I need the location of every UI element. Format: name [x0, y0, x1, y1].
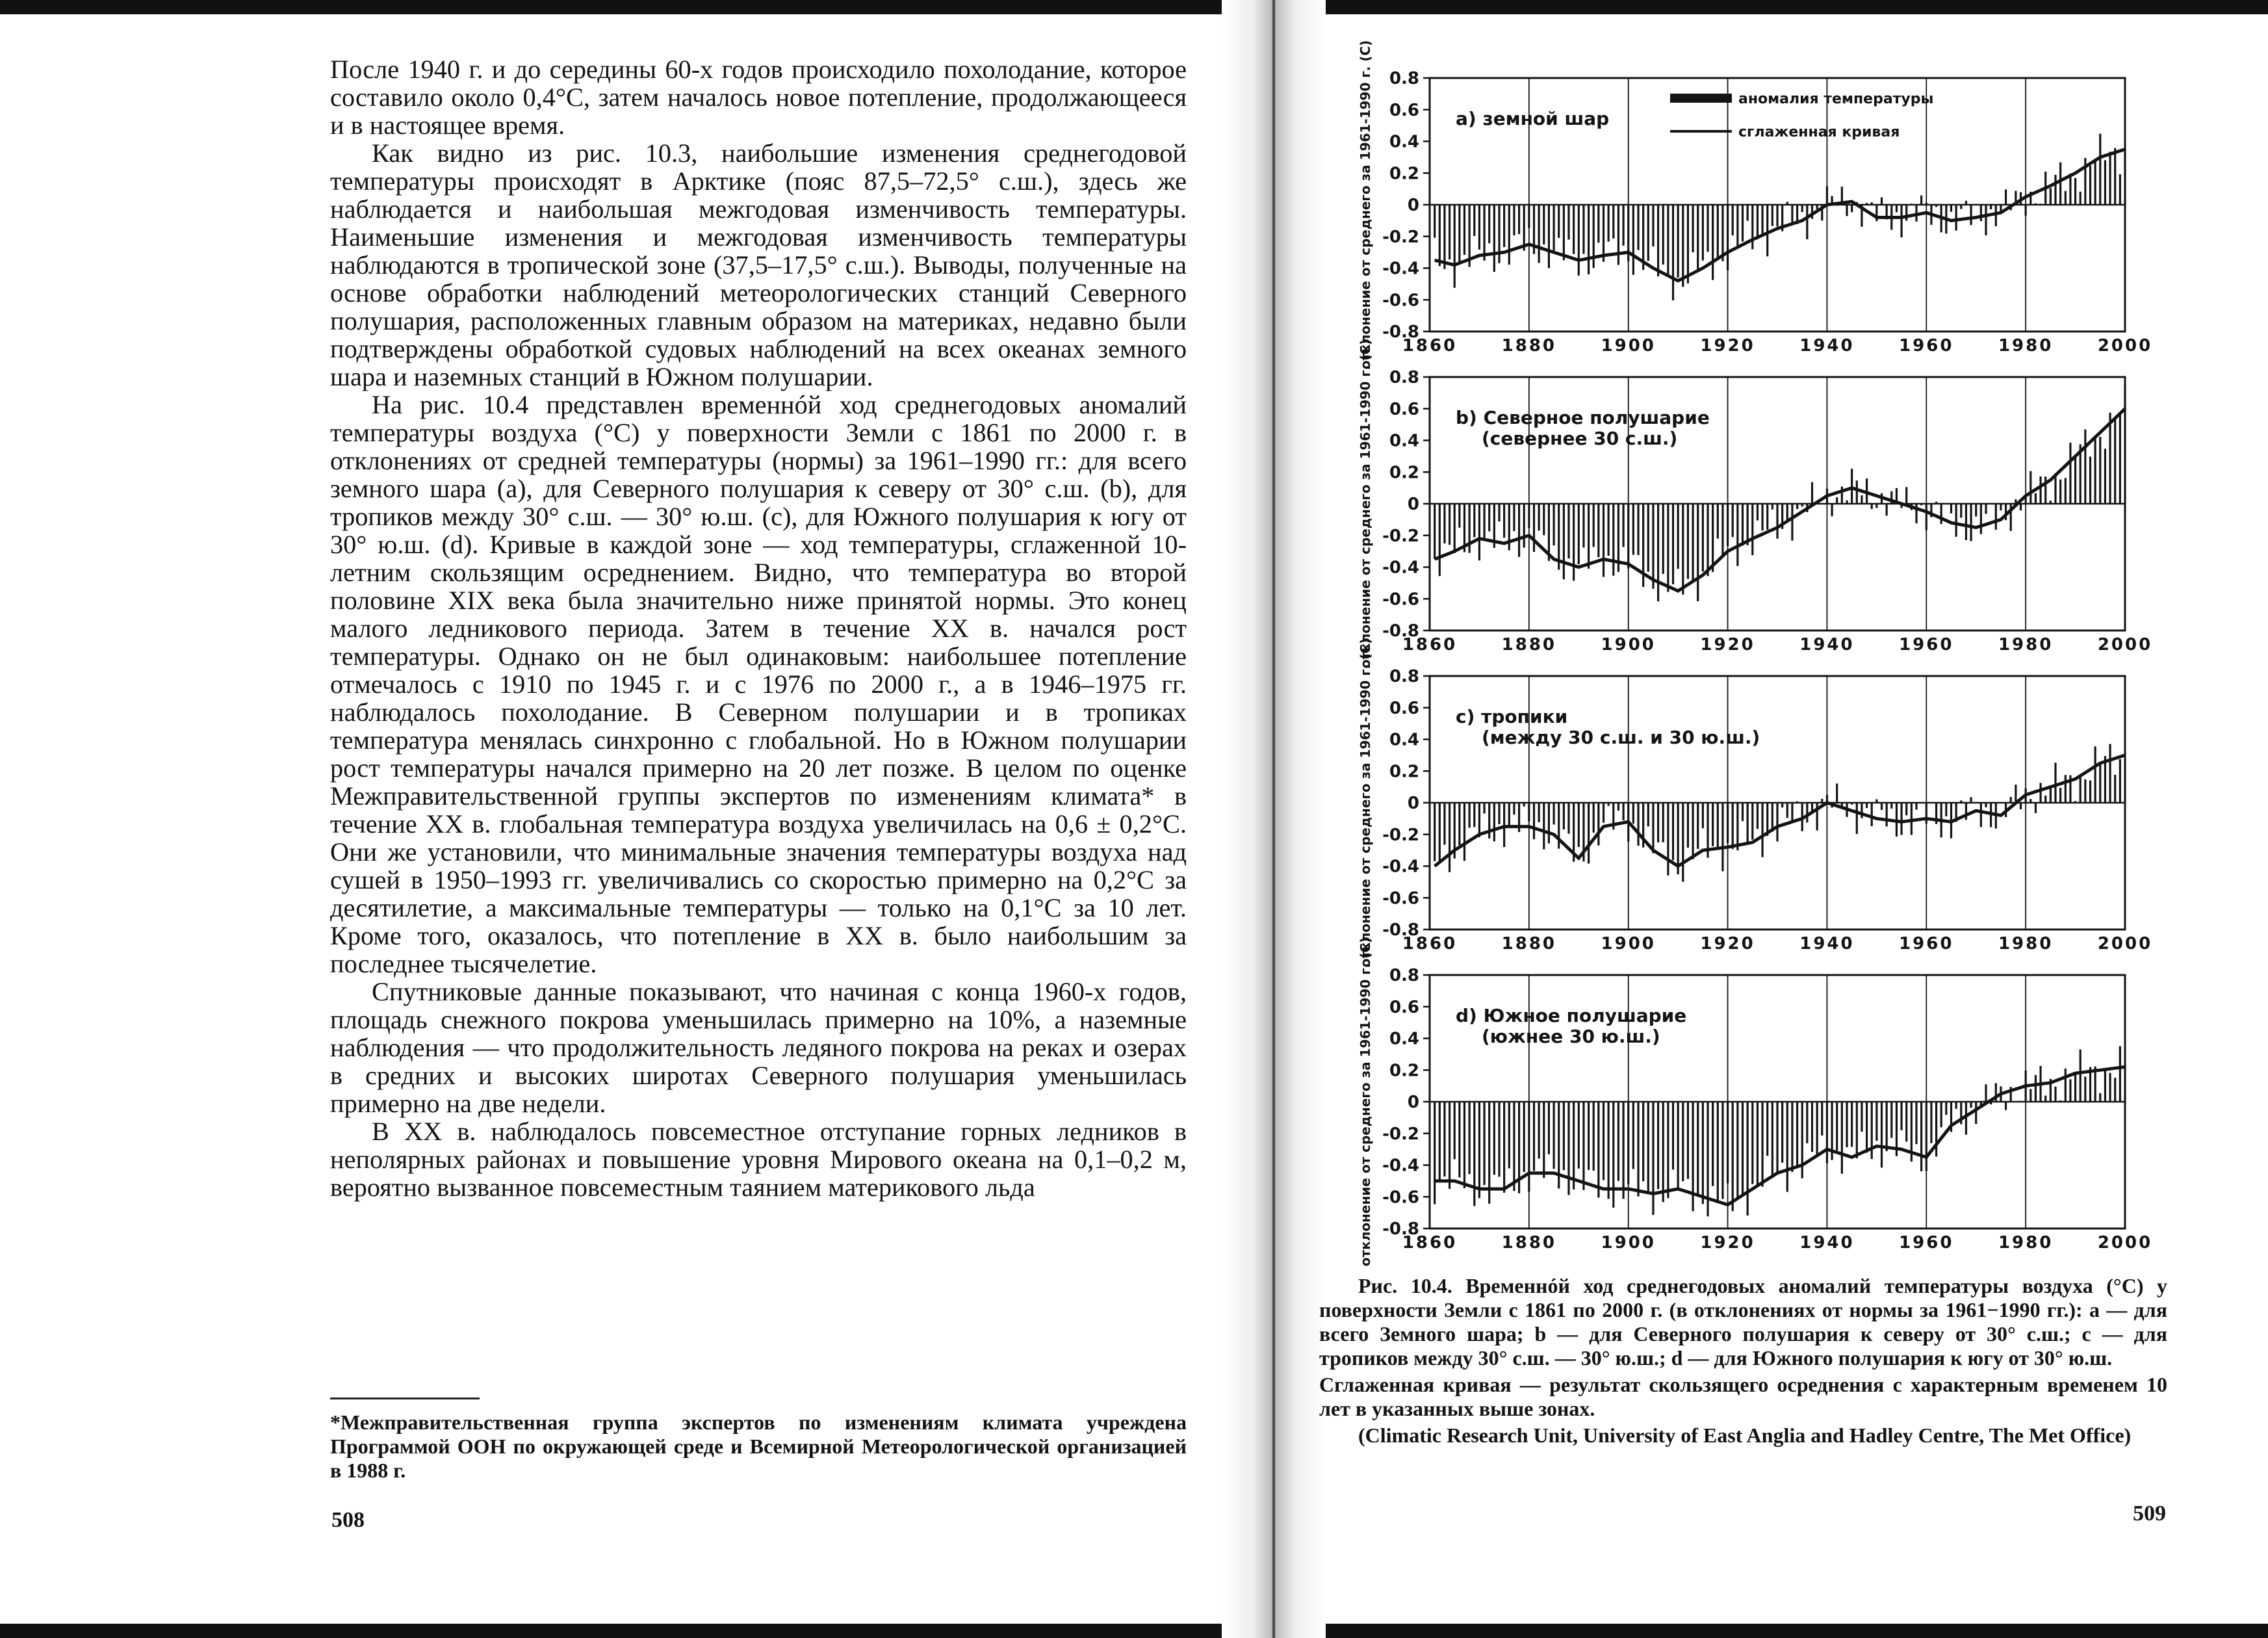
x-tick-label: 1960: [1899, 336, 1954, 356]
x-tick-label: 1920: [1700, 635, 1755, 655]
paragraph: Как видно из рис. 10.3, наибольшие изменения среднегодовой температуры происходят в Арктике (пояс 87,5–72,5° с.ш.), здесь же наблюдается и наибольшая межгодовая изменчивость температуры. Наименьшие изменения и межгодовая изменчивость температуры наблюдаются в тропической зоне (37,5–17,5° с.ш.). Выводы, полученные на основе обработки наблюдений метеорологических станций Северного полушария, расположенных главным образом на материках, недавно были подтверждены обработкой судовых наблюдений на всех океанах земного шара и наземных станций в Южном полушарии.: [330, 138, 1187, 391]
paragraph: На рис. 10.4 представлен временнóй ход среднегодовых аномалий температуры воздуха (°С) у поверхности Земли с 1861 по 2000 г. в отклонениях от средней температуры (нормы) за 1961–1990 гг.: для всего земного шара (a), для Северного полушария к северу от 30° с.ш. (b), для тропиков между 30° с.ш. — 30° ю.ш. (c), для Южного полушария к югу от 30° ю.ш. (d). Кривые в каждой зоне — ход температуры, сглаженной 10-летним скользящим осреднением. Видно, что температура во второй половине XIX века была значительно ниже принятой нормы. Это конец малого ледникового периода. Затем в течение XX в. начался рост температуры. Однако он не был одинаковым: наибольшее потепление отмечалось с 1910 по 1945 г. и с 1976 по 2000 г., а в 1946–1975 гг. наблюдалось похолодание. В Северном полушарии и в тропиках температура менялась синхронно с глобальной. Но в Южном полушарии рост температуры начался примерно на 20 лет позже. В целом по оценке Межправительственной группы экспертов по изменениям климата* в течение XX в. глобальная температура воздуха увеличилась на 0,6 ± 0,2°С. Они же установили, что минимальные значения температуры воздуха над сушей в 1950–1993 гг. увеличивались со скоростью примерно на 0,2°С за десятилетие, а максимальные температуры — только на 0,1°С за 10 лет. Кроме того, оказалось, что потепление в XX в. было наибольшим за последнее тысячелетие.: [330, 390, 1187, 978]
x-tick-label: 1860: [1402, 635, 1458, 655]
panel-subtitle: (севернее 30 с.ш.): [1482, 428, 1678, 449]
legend-swatch-bars: [1670, 94, 1732, 103]
footnote-rule: [330, 1398, 480, 1399]
y-tick-label: -0.6: [1382, 291, 1419, 311]
x-tick-label: 1940: [1799, 635, 1855, 655]
y-tick-label: -0.4: [1382, 857, 1419, 877]
paragraph: В XX в. наблюдалось повсеместное отступание горных ледников в неполярных районах и повышение уровня Мирового океана на 0,1–0,2 м, вероятно вызванное повсеместным таянием материкового льда: [330, 1117, 1187, 1202]
panel-title: d) Южное полушарие: [1456, 1005, 1687, 1026]
y-tick-label: -0.8: [1382, 621, 1419, 641]
left-page-body: [330, 55, 1187, 1201]
y-tick-label: 0.2: [1389, 164, 1419, 184]
y-axis-label: отклонение от среднего за 1961-1990 г. (С): [1358, 937, 1373, 1267]
y-tick-label: 0: [1407, 794, 1419, 813]
x-tick-label: 2000: [2097, 934, 2153, 954]
y-tick-label: 0: [1407, 1093, 1419, 1112]
y-tick-label: 0.2: [1389, 1061, 1419, 1081]
chart-panel-b: [1358, 339, 2152, 668]
y-tick-label: 0.8: [1389, 69, 1419, 88]
x-tick-label: 1920: [1700, 934, 1755, 954]
page-number-left: 508: [331, 1508, 365, 1532]
caption-text: Рис. 10.4. Временнóй ход среднегодовых аномалий температуры воздуха (°С) у поверхности Земли с 1861 по 2000 г. (в отклонениях от нормы за 1961−1990 гг.): a — для всего Земного шара; b — для Северного полушария к северу от 30° с.ш.; c — для тропиков между 30° с.ш. — 30° ю.ш.; d — для Южного полушария к югу от 30° ю.ш.: [1319, 1274, 2167, 1370]
x-tick-label: 1900: [1601, 336, 1656, 356]
x-tick-label: 1940: [1799, 1233, 1855, 1253]
y-tick-label: -0.2: [1382, 526, 1419, 546]
y-tick-label: 0.6: [1389, 100, 1419, 120]
x-tick-label: 1880: [1501, 934, 1557, 954]
scan-border-bottom: [0, 1624, 2268, 1638]
x-tick-label: 1960: [1899, 635, 1954, 655]
y-tick-label: -0.6: [1382, 1188, 1419, 1208]
x-tick-label: 2000: [2097, 1233, 2153, 1253]
y-tick-label: 0.4: [1389, 132, 1419, 152]
x-tick-label: 1900: [1601, 635, 1656, 655]
page-number-right: 509: [2133, 1502, 2166, 1526]
y-axis-label: отклонение от среднего за 1961-1990 г. (С): [1358, 339, 1373, 669]
paragraph: После 1940 г. и до середины 60-х годов происходило похолодание, которое составило около 0,4°С, затем началось новое потепление, продолжающееся и в настоящее время.: [330, 55, 1187, 140]
caption-text-2: Сглаженная кривая — результат скользящего осреднения с характерным временем 10 лет в указанных выше зонах.: [1319, 1373, 2167, 1420]
y-tick-label: -0.8: [1382, 1219, 1419, 1239]
y-tick-label: 0.6: [1389, 698, 1419, 718]
x-tick-label: 1880: [1501, 1233, 1557, 1253]
y-tick-label: -0.2: [1382, 227, 1419, 247]
y-tick-label: 0.4: [1389, 1029, 1419, 1049]
legend-label: сглаженная кривая: [1738, 124, 1900, 140]
chart-panel-d: [1358, 937, 2152, 1266]
x-tick-label: 1980: [1998, 934, 2054, 954]
y-tick-label: -0.8: [1382, 322, 1419, 342]
scan-border-top: [0, 0, 2268, 14]
panel-title: a) земной шар: [1456, 108, 1610, 129]
y-tick-label: 0.8: [1389, 966, 1419, 985]
x-tick-label: 1860: [1402, 1233, 1458, 1253]
y-tick-label: 0.6: [1389, 997, 1419, 1017]
y-tick-label: 0.4: [1389, 431, 1419, 451]
x-tick-label: 1920: [1700, 1233, 1755, 1253]
chart-panel-a: [1358, 40, 2152, 369]
y-tick-label: 0.8: [1389, 368, 1419, 387]
y-tick-label: -0.6: [1382, 590, 1419, 610]
y-tick-label: 0: [1407, 196, 1419, 215]
paragraph: Спутниковые данные показывают, что начиная с конца 1960-х годов, площадь снежного покрова уменьшилась примерно на 10%, а наземные наблюдения — что продолжительность ледяного покрова на реках и озерах в средних и высоких широтах Северного полушария уменьшилась примерно на две недели.: [330, 977, 1187, 1118]
x-tick-label: 2000: [2097, 635, 2153, 655]
y-tick-label: 0.8: [1389, 667, 1419, 686]
panel-subtitle: (южнее 30 ю.ш.): [1482, 1026, 1660, 1047]
y-tick-label: 0.4: [1389, 730, 1419, 750]
y-tick-label: 0: [1407, 495, 1419, 514]
x-tick-label: 1960: [1899, 934, 1954, 954]
x-tick-label: 1880: [1501, 336, 1557, 356]
legend-label: аномалия температуры: [1738, 91, 1934, 107]
panel-title: c) тропики: [1456, 706, 1568, 727]
x-tick-label: 1940: [1799, 934, 1855, 954]
y-tick-label: -0.4: [1382, 558, 1419, 578]
x-tick-label: 1960: [1899, 1233, 1954, 1253]
x-tick-label: 1980: [1998, 635, 2054, 655]
x-tick-label: 1860: [1402, 336, 1458, 356]
y-tick-label: -0.4: [1382, 259, 1419, 279]
y-tick-label: 0.2: [1389, 463, 1419, 483]
y-tick-label: -0.2: [1382, 825, 1419, 845]
figure-caption: [1319, 1274, 2167, 1450]
y-tick-label: 0.2: [1389, 762, 1419, 782]
book-gutter: [1222, 0, 1326, 1638]
y-tick-label: 0.6: [1389, 399, 1419, 419]
y-tick-label: -0.4: [1382, 1156, 1419, 1176]
chart-panel-c: [1358, 638, 2152, 967]
panel-subtitle: (между 30 с.ш. и 30 ю.ш.): [1482, 727, 1760, 748]
y-tick-label: -0.6: [1382, 889, 1419, 909]
x-tick-label: 1980: [1998, 1233, 2054, 1253]
x-tick-label: 1900: [1601, 934, 1656, 954]
x-tick-label: 1920: [1700, 336, 1755, 356]
caption-source: (Climatic Research Unit, University of East Anglia and Hadley Centre, The Met Office): [1358, 1424, 2132, 1447]
y-tick-label: -0.2: [1382, 1124, 1419, 1144]
x-tick-label: 1980: [1998, 336, 2054, 356]
panel-title: b) Северное полушарие: [1456, 407, 1710, 428]
x-tick-label: 1940: [1799, 336, 1855, 356]
figure-svg: [1339, 40, 2153, 1274]
x-tick-label: 1860: [1402, 934, 1458, 954]
y-axis-label: отклонение от среднего за 1961-1990 г. (С): [1358, 638, 1373, 968]
x-tick-label: 1900: [1601, 1233, 1656, 1253]
figure-10-4: [1339, 40, 2153, 1274]
x-tick-label: 2000: [2097, 336, 2153, 356]
footnote: *Межправительственная группа экспертов по изменениям климата учреждена Программой ООН по окружающей среде и Всемирной Метеорологической организацией в 1988 г.: [330, 1410, 1187, 1482]
y-tick-label: -0.8: [1382, 920, 1419, 940]
x-tick-label: 1880: [1501, 635, 1557, 655]
y-axis-label: отклонение от среднего за 1961-1990 г. (С): [1358, 40, 1373, 370]
